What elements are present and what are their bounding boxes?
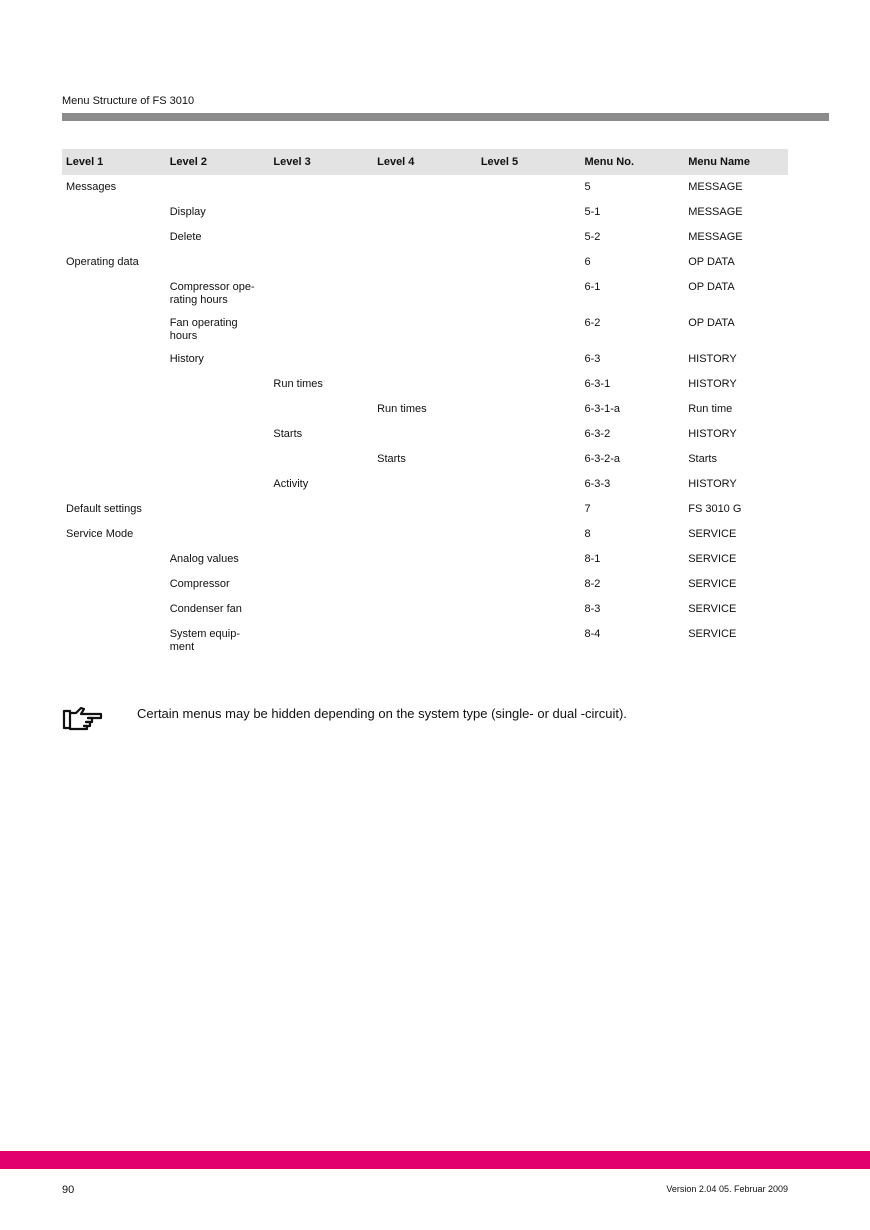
table-cell (62, 447, 166, 472)
table-cell: SERVICE (688, 578, 737, 590)
table-cell: Compressor (169, 578, 230, 590)
table-cell (62, 372, 166, 397)
table-cell: SERVICE (688, 528, 737, 540)
table-cell (477, 275, 581, 311)
table-cell (269, 200, 373, 225)
table-row (62, 622, 788, 658)
table-cell (166, 522, 270, 547)
table-cell: Default settings (66, 503, 142, 515)
table-cell: MESSAGE (688, 181, 743, 193)
table-row (62, 200, 788, 225)
table-cell: Starts (273, 428, 303, 440)
table-cell: 6-3-1 (584, 378, 611, 390)
table-cell: 8 (584, 528, 591, 540)
table-cell: 6-3 (584, 353, 601, 365)
table-cell (269, 447, 373, 472)
table-cell: OP DATA (688, 281, 735, 293)
table-cell (373, 472, 477, 497)
table-cell (62, 225, 166, 250)
table-cell (373, 311, 477, 347)
table-row (62, 225, 788, 250)
table-cell: HISTORY (688, 378, 737, 390)
table-cell: Delete (169, 231, 202, 243)
table-cell (373, 200, 477, 225)
table-cell (269, 597, 373, 622)
table-row (62, 250, 788, 275)
table-cell (166, 175, 270, 200)
column-header: Menu Name (684, 149, 788, 175)
table-cell (373, 250, 477, 275)
table-row (62, 175, 788, 200)
table-cell (477, 522, 581, 547)
table-cell: 8-2 (584, 578, 601, 590)
table-cell: 7 (584, 503, 591, 515)
table-cell (166, 422, 270, 447)
table-cell: 6-1 (584, 281, 601, 293)
table-cell: 5-2 (584, 231, 601, 243)
table-cell (62, 547, 166, 572)
header-divider (62, 113, 829, 121)
table-cell (373, 347, 477, 372)
table-cell (373, 225, 477, 250)
table-cell: 6-3-3 (584, 478, 611, 490)
table-cell: FS 3010 G (688, 503, 742, 515)
table-row (62, 547, 788, 572)
table-cell: Run time (688, 403, 733, 415)
table-cell: Condenser fan (169, 603, 242, 615)
table-cell (477, 225, 581, 250)
table-cell: 6-3-1-a (584, 403, 620, 415)
table-cell (477, 200, 581, 225)
table-cell (373, 597, 477, 622)
table-body (62, 175, 788, 658)
table-cell (269, 547, 373, 572)
column-header: Level 1 (62, 149, 166, 175)
table-cell (269, 347, 373, 372)
table-row (62, 522, 788, 547)
table-row (62, 275, 788, 311)
table-cell (477, 311, 581, 347)
table-cell (166, 472, 270, 497)
table-cell (477, 447, 581, 472)
table-cell (477, 472, 581, 497)
table-cell: Fan operating hours (169, 317, 238, 342)
page-number: 90 (62, 1184, 75, 1196)
table-cell (269, 275, 373, 311)
column-header: Level 2 (166, 149, 270, 175)
table-cell (477, 250, 581, 275)
table-cell (166, 250, 270, 275)
table-cell: Starts (377, 453, 406, 465)
table-row (62, 422, 788, 447)
table-cell: Compressor ope- rating hours (169, 281, 255, 306)
table-cell: 6-3-2 (584, 428, 611, 440)
table-cell (62, 472, 166, 497)
table-cell (62, 311, 166, 347)
table-row (62, 497, 788, 522)
table-cell: Run times (377, 403, 427, 415)
table-cell: 8-1 (584, 553, 601, 565)
table-cell: 6 (584, 256, 591, 268)
table-cell (477, 572, 581, 597)
footer-accent-bar (0, 1151, 870, 1169)
table-cell (373, 572, 477, 597)
table-cell (166, 447, 270, 472)
table-cell: System equip- ment (169, 628, 241, 653)
table-cell: Messages (66, 181, 117, 193)
table-cell (477, 597, 581, 622)
table-cell (477, 497, 581, 522)
table-cell: Display (169, 206, 206, 218)
table-row (62, 372, 788, 397)
table-cell (62, 347, 166, 372)
table-cell (373, 422, 477, 447)
column-header: Menu No. (581, 149, 685, 175)
table-cell (62, 397, 166, 422)
table-cell (373, 497, 477, 522)
table-cell: 5 (584, 181, 591, 193)
table-cell (62, 200, 166, 225)
table-cell: Run times (273, 378, 323, 390)
table-row (62, 311, 788, 347)
table-cell: 5-1 (584, 206, 601, 218)
table-cell (269, 311, 373, 347)
table-row (62, 572, 788, 597)
table-cell: OP DATA (688, 256, 735, 268)
table-cell (269, 175, 373, 200)
table-cell: History (169, 353, 204, 365)
table-cell (477, 347, 581, 372)
column-header: Level 4 (373, 149, 477, 175)
column-header: Level 3 (269, 149, 373, 175)
table-cell: 6-3-2-a (584, 453, 620, 465)
table-cell (477, 175, 581, 200)
table-cell: Analog values (169, 553, 239, 565)
table-cell (373, 522, 477, 547)
table-header-row (62, 149, 788, 175)
table-cell: HISTORY (688, 353, 737, 365)
table-cell: Starts (688, 453, 717, 465)
table-cell (373, 622, 477, 658)
table-cell: SERVICE (688, 553, 737, 565)
menu-structure-table (62, 149, 788, 658)
table-row (62, 397, 788, 422)
table-cell (269, 572, 373, 597)
table-cell (477, 422, 581, 447)
table-cell: SERVICE (688, 628, 737, 640)
page-header-title: Menu Structure of FS 3010 (62, 95, 195, 107)
table-cell (62, 572, 166, 597)
table-cell: SERVICE (688, 603, 737, 615)
table-cell: MESSAGE (688, 231, 743, 243)
table-cell: Activity (273, 478, 309, 490)
note-box (62, 702, 822, 734)
table-cell: 6-2 (584, 317, 601, 329)
table-cell: OP DATA (688, 317, 735, 329)
pointing-hand-icon (62, 704, 104, 732)
table-cell: 8-3 (584, 603, 601, 615)
table-cell (62, 622, 166, 658)
table-cell (269, 225, 373, 250)
table-cell (269, 622, 373, 658)
table-cell (477, 547, 581, 572)
table-cell (62, 597, 166, 622)
table-cell (269, 497, 373, 522)
table-cell (373, 547, 477, 572)
table-cell (373, 175, 477, 200)
version-info: Version 2.04 05. Februar 2009 (666, 1184, 788, 1194)
table-cell (269, 397, 373, 422)
column-header: Level 5 (477, 149, 581, 175)
table-cell (269, 522, 373, 547)
table-cell (166, 397, 270, 422)
table-cell (166, 372, 270, 397)
table-cell (477, 372, 581, 397)
table-cell (373, 372, 477, 397)
table-cell: Service Mode (66, 528, 134, 540)
table-row (62, 347, 788, 372)
table-cell (62, 422, 166, 447)
table-cell (166, 497, 270, 522)
note-text: Certain menus may be hidden depending on the system type (single- or dual -circuit). (137, 706, 627, 721)
table-cell: HISTORY (688, 428, 737, 440)
table-row (62, 597, 788, 622)
table-cell: 8-4 (584, 628, 601, 640)
table-cell (269, 250, 373, 275)
table-cell: MESSAGE (688, 206, 743, 218)
table-cell (477, 397, 581, 422)
table-row (62, 472, 788, 497)
table-cell (62, 275, 166, 311)
table-cell: HISTORY (688, 478, 737, 490)
table-cell: Operating data (66, 256, 139, 268)
table-cell (373, 275, 477, 311)
table-cell (477, 622, 581, 658)
table-row (62, 447, 788, 472)
